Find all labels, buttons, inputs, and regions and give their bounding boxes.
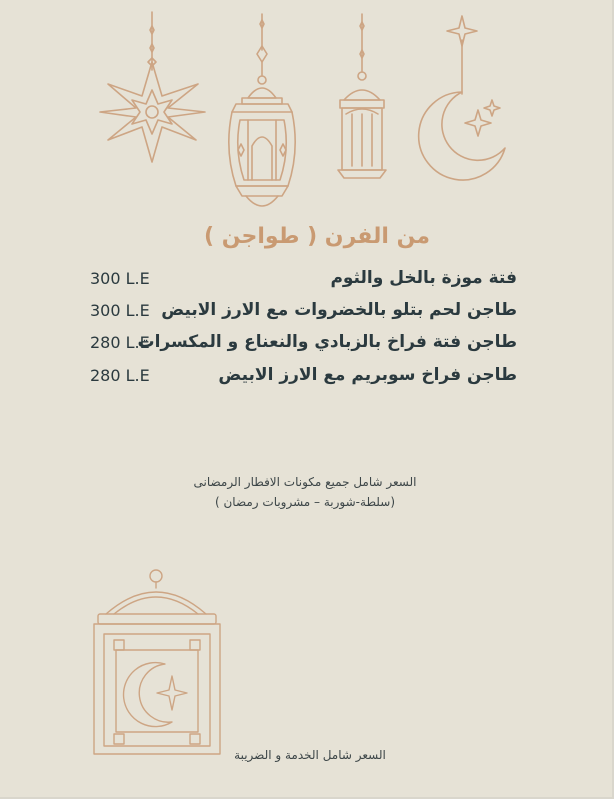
menu-item-price: 300 L.E [90,269,150,288]
price-includes-details: (سلطة-شوربة – مشروبات رمضان ) [214,495,396,509]
hanging-lantern-icon [229,14,295,206]
small-lantern-icon [338,14,386,178]
menu-item-name: فتة موزة بالخل والثوم [330,268,517,288]
menu-section-title: من الفرن ( طواجن ) [204,224,430,249]
price-includes-note: السعر شامل جميع مكونات الافطار الرمضانى [193,475,417,489]
menu-item-name: طاجن لحم بتلو بالخضروات مع الارز الابيض [161,300,517,320]
menu-item-name: طاجن فتة فراخ بالزبادي والنعناع و المكسرات [137,332,517,352]
hanging-star-icon [100,12,205,162]
menu-item-name: طاجن فراخ سوبريم مع الارز الابيض [218,365,517,385]
menu-item-price: 280 L.E [90,366,150,385]
service-tax-note: السعر شامل الخدمة و الضريبة [234,748,386,762]
crescent-moon-icon [419,16,505,180]
lantern-icon [94,570,220,754]
menu-item-price: 280 L.E [90,333,150,352]
menu-item-price: 300 L.E [90,301,150,320]
